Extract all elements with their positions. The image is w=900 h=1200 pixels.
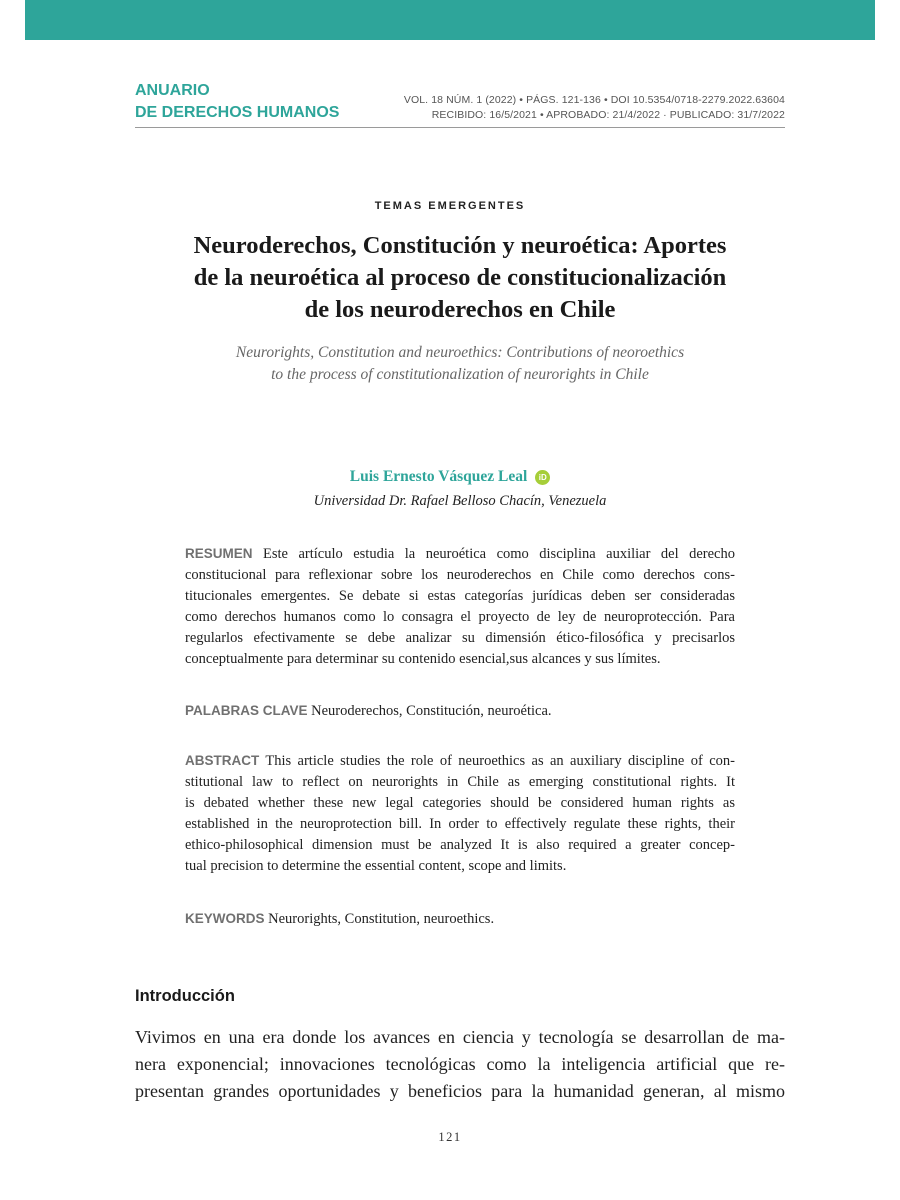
keywords-label: KEYWORDS: [185, 911, 265, 926]
abstract-line: stitutional law to reflect on neurorights in Chile as emerging constitutional rights. It: [185, 774, 735, 790]
volume-pages-doi: VOL. 18 NÚM. 1 (2022) • PÁGS. 121-136 • DOI 10.5354/0718-2279.2022.63604: [403, 94, 785, 106]
body-line: Vivimos en una era donde los avances en ciencia y tecnología se desarrollan de ma-: [135, 1027, 785, 1047]
journal-name: [135, 80, 339, 124]
resumen-line: regularlos efectivamente se debe analizar su dimensión ético-filosófica y precisarlos: [185, 630, 735, 646]
header-divider: [135, 127, 785, 128]
resumen-line: constitucional para reflexionar sobre los neuroderechos en Chile como derechos cons-: [185, 567, 735, 583]
resumen-line: RESUMEN Este artículo estudia la neuroética como disciplina auxiliar del derecho: [185, 546, 735, 562]
body-line: presentan grandes oportunidades y beneficios para la humanidad generan, al mismo: [135, 1081, 785, 1101]
abstract-line: is debated whether these new legal categories should be considered human rights as: [185, 795, 735, 811]
author-line: [0, 468, 900, 486]
received-approved-published-dates: RECIBIDO: 16/5/2021 • APROBADO: 21/4/2022 · PUBLICADO: 31/7/2022: [431, 109, 785, 121]
page-number: 121: [438, 1130, 462, 1144]
article-subtitle-english: [150, 342, 770, 386]
subtitle-line: Neurorights, Constitution and neuroethics: Contributions of neoroethics: [235, 344, 685, 361]
resumen-line: conceptualmente para determinar su contenido esencial,sus alcances y sus límites.: [185, 651, 661, 667]
article-metadata: [404, 93, 785, 123]
abstract-block: [185, 750, 735, 877]
section-heading-introduccion: Introducción: [135, 987, 235, 1005]
title-line: de la neuroética al proceso de constitucionalización: [193, 264, 727, 291]
abstract-label: ABSTRACT: [185, 753, 260, 768]
abstract-line: established in the neuroprotection bill. In order to effectively regulate these rights, their: [185, 816, 735, 832]
keywords-text: Neurorights, Constitution, neuroethics.: [268, 911, 495, 927]
palabras-clave-label: PALABRAS CLAVE: [185, 703, 308, 718]
abstract-line: tual precision to determine the essential content, scope and limits.: [185, 858, 567, 874]
keywords-block: [185, 908, 735, 930]
resumen-line: como derechos humanos como lo consagra el proyecto de ley de neuroprotección. Para: [185, 609, 735, 625]
title-line: Neuroderechos, Constitución y neuroética: Aportes: [193, 232, 727, 259]
resumen-line: titucionales emergentes. Se debate si estas categorías jurídicas deben ser consideradas: [185, 588, 735, 604]
abstract-line: ABSTRACT This article studies the role of neuroethics as an auxiliary discipline of con-: [185, 753, 735, 769]
article-title: [150, 230, 770, 326]
section-label: TEMAS EMERGENTES: [374, 200, 526, 212]
orcid-icon[interactable]: iD: [535, 470, 550, 485]
introduccion-body: [135, 1024, 785, 1105]
resumen-block: [185, 543, 735, 670]
palabras-clave-text: Neuroderechos, Constitución, neuroética.: [311, 703, 552, 719]
journal-name-line-1: ANUARIO: [135, 82, 210, 99]
abstract-line: ethico-philosophical dimension must be analyzed It is also required a greater concep-: [185, 837, 735, 853]
title-line: de los neuroderechos en Chile: [304, 296, 616, 323]
resumen-label: RESUMEN: [185, 546, 253, 561]
author-name[interactable]: Luis Ernesto Vásquez Leal: [349, 468, 528, 485]
palabras-clave-block: [185, 700, 735, 722]
journal-name-line-2: DE DERECHOS HUMANOS: [135, 104, 340, 121]
author-affiliation: Universidad Dr. Rafael Belloso Chacín, Venezuela: [313, 493, 607, 509]
subtitle-line: to the process of constitutionalization of neurorights in Chile: [271, 366, 649, 383]
top-color-bar: [25, 0, 875, 40]
body-line: nera exponencial; innovaciones tecnológicas como la inteligencia artificial que re-: [135, 1054, 785, 1074]
